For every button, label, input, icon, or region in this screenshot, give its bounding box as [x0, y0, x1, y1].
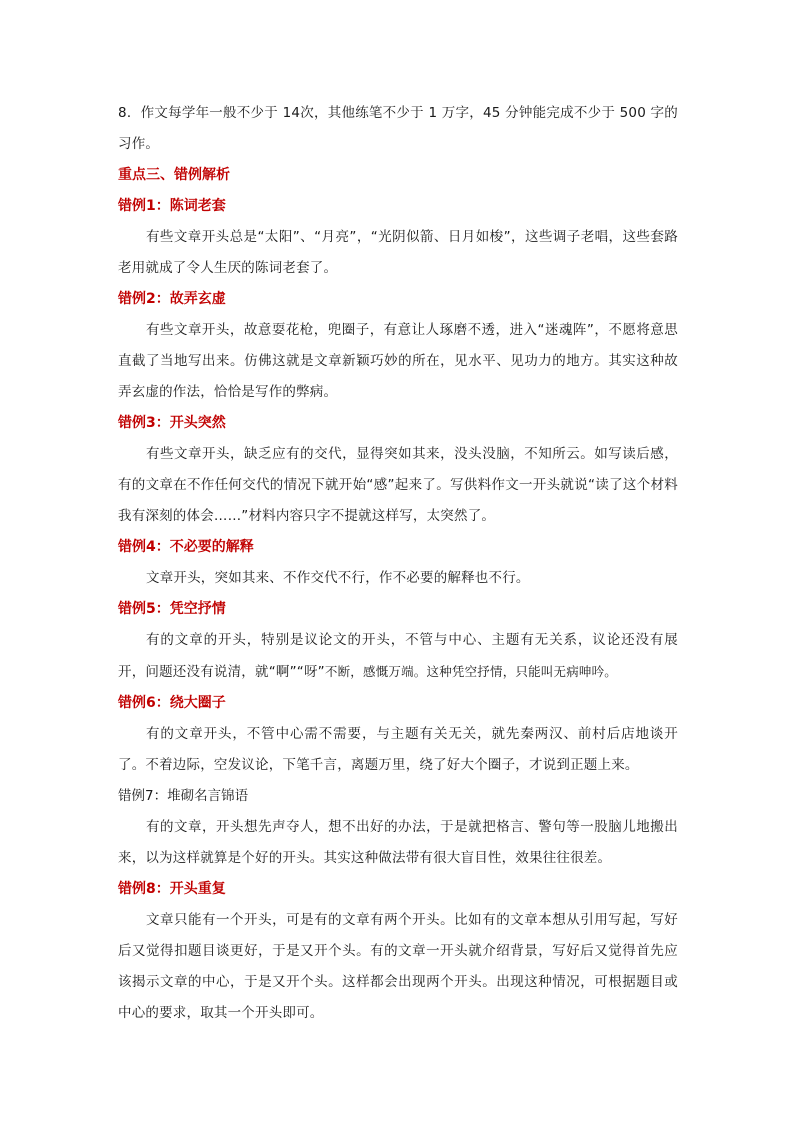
intro-paragraph: 8．作文每学年一般不少于 14次，其他练笔不少于 1 万字，45 分钟能完成不少于 500 字的习作。 — [118, 105, 678, 152]
example-7-body: 有的文章，开头想先声夺人，想不出好的办法，于是就把格言、警句等一股脑儿地搬出来，以为这样就算是个好的开头。其实这种做法带有很大盲目性，效果往往很差。 — [118, 819, 678, 866]
example-5-heading: 错例5：凭空抒情 — [118, 601, 226, 617]
example-8-body: 文章只能有一个开头，可是有的文章有两个开头。比如有的文章本想从引用写起，写好后又觉得扣题目谈更好，于是又开个头。有的文章一开头就介绍背景，写好后又觉得首先应该揭示文章的中心，于是又开个头。这样都会出现两个开头。出现这种情况，可根据题目或中心的要求，取其一个开头即可。 — [118, 912, 678, 1021]
example-2-body: 有些文章开头，故意耍花枪，兜圈子，有意让人琢磨不透，进入“迷魂阵”，不愿将意思直截了当地写出来。仿佛这就是文章新颖巧妙的所在，见水平、见功力的地方。其实这种故弄玄虚的作法，恰恰是写作的弊病。 — [118, 322, 678, 400]
example-8-heading: 错例8：开头重复 — [118, 881, 226, 897]
example-6-heading: 错例6：绕大圈子 — [118, 695, 226, 711]
section-title: 重点三、错例解析 — [118, 167, 230, 183]
example-5-body-tail: 不断，感慨万端。这种凭空抒情，只能叫无病呻吟。 — [324, 664, 617, 679]
example-2-heading: 错例2：故弄玄虚 — [118, 291, 226, 307]
example-3-heading: 错例3：开头突然 — [118, 415, 226, 431]
example-5-body-main: 有的文章的开头，特别是议论文的开头，不管与中心、主题有无关系，议论还没有展开，问题还没有说清，就“啊”“呀” — [118, 632, 678, 680]
example-4-body: 文章开头，突如其来、不作交代不行，作不必要的解释也不行。 — [146, 570, 530, 586]
example-4-heading: 错例4：不必要的解释 — [118, 539, 254, 555]
example-3-body: 有些文章开头，缺乏应有的交代，显得突如其来，没头没脑，不知所云。如写读后感，有的文章在不作任何交代的情况下就开始“感”起来了。写供料作文一开头就说“读了这个材料我有深刻的体会……”材料内容只字不提就这样写，太突然了。 — [118, 446, 678, 524]
example-5-body — [118, 625, 678, 688]
example-7-heading: 错例7：堆砌名言锦语 — [118, 788, 249, 804]
page-content — [118, 98, 678, 1029]
example-6-body: 有的文章开头，不管中心需不需要，与主题有关无关，就先秦两汉、前村后店地谈开了。不着边际，空发议论，下笔千言，离题万里，绕了好大个圈子，才说到正题上来。 — [118, 726, 678, 773]
example-1-body: 有些文章开头总是“太阳”、“月亮”，“光阴似箭、日月如梭”，这些调子老唱，这些套路老用就成了令人生厌的陈词老套了。 — [118, 229, 678, 276]
example-1-heading: 错例1：陈词老套 — [118, 198, 226, 214]
